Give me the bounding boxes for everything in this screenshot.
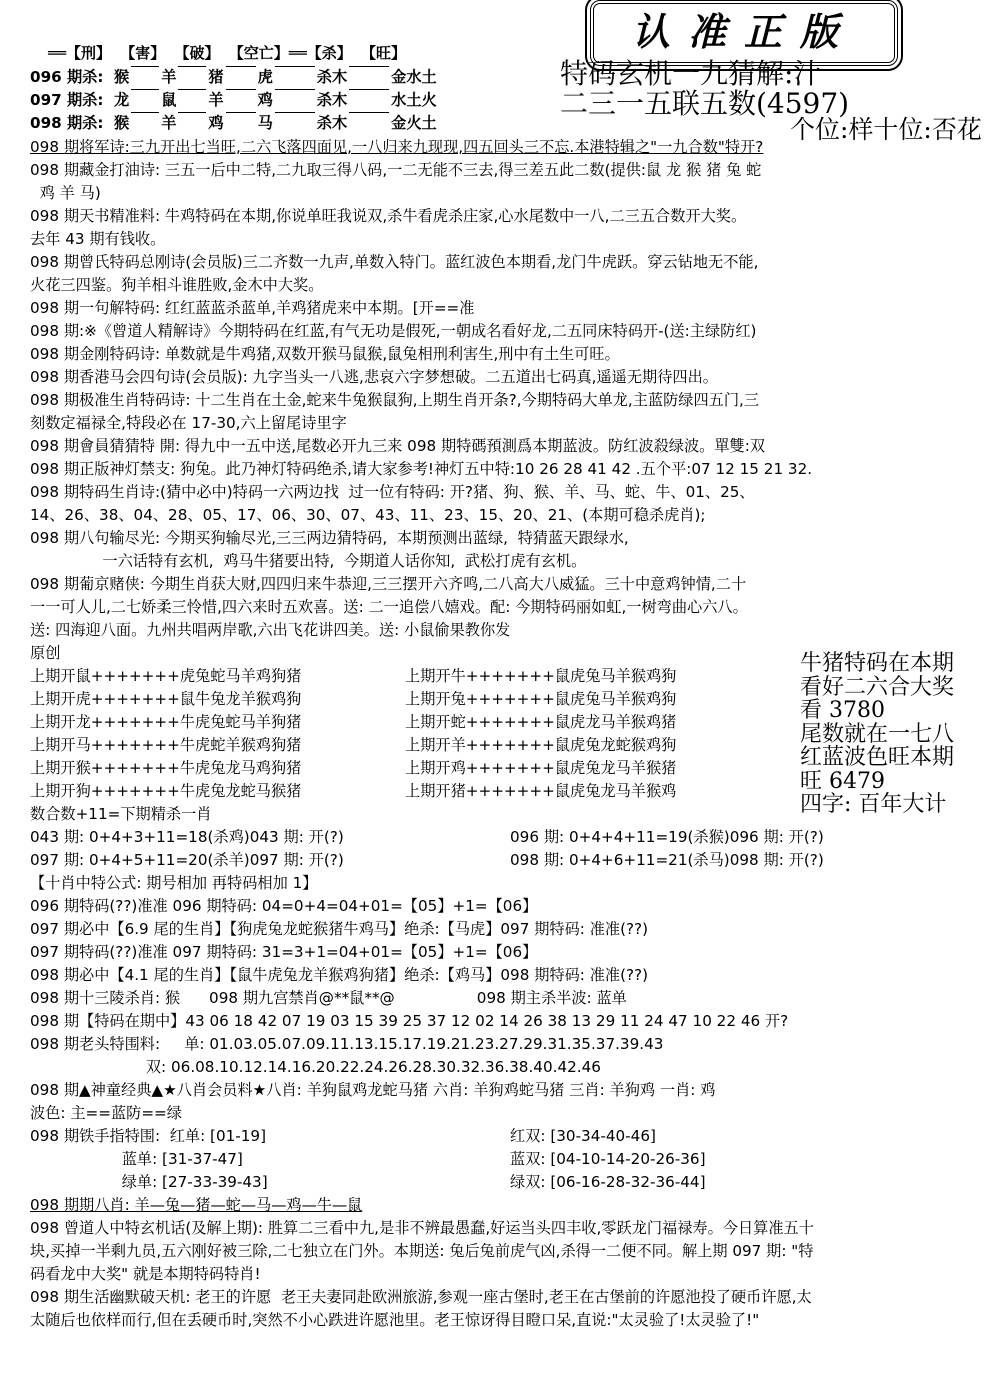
kill-header-row: ══【刑】 【害】 【破】 【空亡】══【杀】 【旺】: [48, 44, 407, 62]
kill-item: 羊: [208, 91, 224, 109]
text-line: 去年 43 期有钱收。: [30, 230, 166, 248]
kill-dash: [349, 66, 389, 67]
side-note-line: 看 3780: [800, 698, 885, 723]
text-line: 双: 06.08.10.12.14.16.20.22.24.26.28.30.32.36.38.40.42.46: [30, 1058, 601, 1076]
zodiac-cell: 上期开鸡+++++++鼠虎兔龙马羊猴猪: [405, 759, 677, 777]
kill-dash: [226, 112, 256, 113]
zodiac-cell: 上期开牛+++++++鼠虎兔马羊猴鸡狗: [405, 667, 677, 685]
kill-item: 羊: [161, 114, 177, 132]
kill-item: 金水土: [391, 68, 437, 86]
formula-cell: 097 期: 0+4+5+11=20(杀羊)097 期: 开(?): [30, 851, 344, 869]
formula-cell: 098 期: 0+4+6+11=21(杀马)098 期: 开(?): [510, 851, 824, 869]
text-line: 098 期生活幽默破天机: 老王的许愿 老王夫妻同赴欧洲旅游,参观一座古堡时,老王在古堡前的许愿池投了硬币许愿,太: [30, 1288, 812, 1306]
formula-table: [30, 826, 975, 872]
text-line: 098 期【特码在期中】43 06 18 42 07 19 03 15 39 25 37 12 02 14 26 38 13 29 11 24 47 10 22 46 开?: [30, 1012, 789, 1030]
zodiac-cell: 上期开蛇+++++++鼠虎龙马羊猴鸡猪: [405, 713, 677, 731]
kill-dash: [226, 66, 256, 67]
kill-item: 杀木: [316, 68, 348, 86]
formula-title: 数合数+11=下期精杀一肖: [30, 805, 212, 823]
text-line: 098 期曾氏特码总刚诗(会员版)三二齐数一九声,单数入特门。蓝红波色本期看,龙门牛虎跃。穿云钻地无不能,: [30, 253, 759, 271]
kill-item: 鼠: [161, 91, 177, 109]
text-line: 原创: [30, 644, 61, 662]
kill-item: 鸡: [208, 114, 224, 132]
zodiac-cell: 上期开羊+++++++鼠虎兔龙蛇猴鸡狗: [405, 736, 677, 754]
kill-item: 猴: [114, 68, 130, 86]
handwritten-note-3: 个位:样十位:否花: [790, 115, 982, 144]
iron-cell: 蓝双: [04-10-14-20-26-36]: [510, 1150, 706, 1168]
text-line: 【十肖中特公式: 期号相加 再特码相加 1】: [30, 874, 318, 892]
kill-item: 龙: [114, 91, 130, 109]
handwritten-note-2: 二三一五联五数(4597): [560, 87, 850, 120]
closing-section: [30, 1194, 975, 1332]
kill-item: 水土火: [391, 91, 437, 109]
kill-dash: [349, 112, 389, 113]
prediction-section: [30, 872, 975, 1125]
zodiac-cell: 上期开猪+++++++鼠虎兔龙马羊猴鸡: [405, 782, 677, 800]
verse-section: [30, 136, 975, 665]
zodiac-cell: 上期开龙+++++++牛虎兔蛇马羊狗猪: [30, 713, 302, 731]
kill-dash: [178, 89, 206, 90]
kill-dash: [275, 89, 315, 90]
authentic-stamp: 认准正版: [590, 0, 898, 66]
text-line: 太随后也依样而行,但在丢硬币时,突然不小心跌进许愿池里。老王惊讶得目瞪口呆,直说:"太灵验了!太灵验了!": [30, 1311, 760, 1329]
iron-cell: 绿双: [06-16-28-32-36-44]: [510, 1173, 706, 1191]
iron-cell: 098 期铁手指特围: 红单: [01-19]: [30, 1127, 267, 1145]
zodiac-cell: 上期开鼠+++++++虎兔蛇马羊鸡狗猪: [30, 667, 302, 685]
text-line: 096 期特码(??)准准 096 期特码: 04=0+4=04+01=【05】+1=【06】: [30, 897, 538, 915]
text-line: 火花三四鉴。狗羊相斗谁胜败,金木中大奖。: [30, 276, 324, 294]
text-line: 098 期:※《曾道人精解诗》今期特码在红蓝,有气无功是假死,一朝成名看好龙,二五同床特码开-(送:主绿防红): [30, 322, 757, 340]
iron-cell: 蓝单: [31-37-47]: [30, 1150, 243, 1168]
text-line: 14、26、38、04、28、05、17、06、30、07、43、11、23、15、20、21、(本期可稳杀虎肖);: [30, 506, 706, 524]
iron-row: [30, 1125, 975, 1148]
zodiac-cell: 上期开虎+++++++鼠牛兔龙羊猴鸡狗: [30, 690, 302, 708]
kill-dash: [349, 89, 389, 90]
text-line: 一一可人儿,二七娇柔三怜惜,四六来时五欢喜。送: 二一追偿八嬉戏。配: 今期特码丽如虹,一树弯曲心六八。: [30, 598, 748, 616]
text-line: 098 期金刚特码诗: 单数就是牛鸡猪,双数开猴马鼠猴,鼠兔相刑利害生,刑中有土生可旺。: [30, 345, 620, 363]
text-line: 098 期▲神童经典▲★八肖会员料★八肖: 羊狗鼠鸡龙蛇马猪 六肖: 羊狗鸡蛇马猪 三肖: 羊狗鸡 一肖: 鸡: [30, 1081, 716, 1099]
kill-item: 虎: [257, 68, 273, 86]
side-note-line: 尾数就在一七八: [800, 721, 955, 747]
kill-item: 猴: [114, 114, 130, 132]
text-line: 098 期天书精准料: 牛鸡特码在本期,你说单旺我说双,杀牛看虎杀庄家,心水尾数中一八,二三五合数开大奖。: [30, 207, 747, 225]
iron-finger-table: [30, 1125, 975, 1194]
text-line: 098 期會員猜猜特 開: 得九中一五中送,尾数必开九三来 098 期特碼預測爲本期蓝波。防红波殺绿波。單雙:双: [30, 437, 766, 455]
kill-item: 鸡: [257, 91, 273, 109]
text-line: 098 期将军诗:三九开出七当旺,二六飞落四面见,一八归来九现现,四五回头三不忘.本港特辑之"一九合数"特开?: [30, 138, 764, 156]
text-line: 098 期必中【4.1 尾的生肖】【鼠牛虎兔龙羊猴鸡狗猪】绝杀:【鸡马】098 期特码: 准准(??): [30, 966, 649, 984]
text-line: 098 期十三陵杀肖: 猴 098 期九宫禁肖@**鼠**@ 098 期主杀半波: 蓝单: [30, 989, 627, 1007]
iron-cell: 绿单: [27-33-39-43]: [30, 1173, 268, 1191]
kill-dash: [178, 66, 206, 67]
kill-dash: [226, 89, 256, 90]
text-line: 098 期特码生肖诗:(猜中必中)特码一六两边找 过一位有特码: 开?猪、狗、猴、羊、马、蛇、牛、01、25、: [30, 483, 755, 501]
text-line: 098 期一句解特码: 红红蓝蓝杀蓝单,羊鸡猪虎来中本期。[开==准: [30, 299, 475, 317]
formula-cell: 043 期: 0+4+3+11=18(杀鸡)043 期: 开(?): [30, 828, 344, 846]
kill-item: 马: [257, 114, 273, 132]
side-handwritten-note: [800, 652, 954, 817]
text-line: 098 期极准生肖特码诗: 十二生肖在土金,蛇来牛兔猴鼠狗,上期生肖开条?,今期特码大单龙,主蓝防绿四五门,三: [30, 391, 760, 409]
kill-dash: [275, 66, 315, 67]
kill-line: [30, 89, 570, 112]
kill-item: 猪: [208, 68, 224, 86]
text-line: 送: 四海迎八面。九州共唱两岸歌,六出飞花讲四美。送: 小鼠偷果教你发: [30, 621, 511, 639]
side-note-line: 旺 6479: [800, 768, 885, 794]
kill-item: 羊: [161, 68, 177, 86]
side-note-line: 红蓝波色旺本期: [800, 745, 955, 770]
text-line: 098 期葡京赌侠: 今期生肖获大财,四四归来牛恭迎,三三摆开六齐鸣,二八高大八威猛。三十中意鸡钟情,二十: [30, 575, 747, 593]
side-note-line: 牛猪特码在本期: [800, 651, 955, 676]
formula-cell: 096 期: 0+4+4+11=19(杀猴)096 期: 开(?): [510, 828, 824, 846]
handwritten-note-1: 特码玄机一九猜解:汁: [560, 57, 822, 90]
zodiac-cell: 上期开马+++++++牛虎蛇羊猴鸡狗猪: [30, 736, 302, 754]
kill-period: 096 期杀:: [30, 68, 104, 86]
kill-dash: [131, 112, 159, 113]
text-line: 098 期正版神灯禁支: 狗兔。此乃神灯特码绝杀,请大家参考!神灯五中特:10 26 28 41 42 .五个平:07 12 15 21 32.: [30, 460, 813, 478]
formula-row: [30, 849, 975, 872]
text-line: 块,买掉一半剩九员,五六刚好被三除,二七独立在门外。本期送: 兔后兔前虎气凶,杀得一二便不同。解上期 097 期: "特: [30, 1242, 814, 1260]
text-line: 098 期八句输尽光: 今期买狗输尽光,三三两边猜特码, 本期预测出蓝绿, 特猜蓝天跟绿水,: [30, 529, 629, 547]
text-line: 刻数定福禄全,特段必在 17-30,六上留尾诗里字: [30, 414, 347, 432]
text-line: 098 期期八肖: 羊—兔—猪—蛇—马—鸡—牛—鼠: [30, 1196, 363, 1214]
iron-row: [30, 1171, 975, 1194]
text-line: 097 期特码(??)准准 097 期特码: 31=3+1=04+01=【05】+1=【06】: [30, 943, 538, 961]
text-line: 098 期藏金打油诗: 三五一后中二特,二九取三得八码,一二无能不三去,得三差五此二数(提供:鼠 龙 猴 猪 兔 蛇: [30, 161, 762, 179]
text-line: 鸡 羊 马): [30, 184, 101, 202]
zodiac-cell: 上期开猴+++++++牛虎兔龙马鸡狗猪: [30, 759, 302, 777]
kill-period: 097 期杀:: [30, 91, 104, 109]
iron-row: [30, 1148, 975, 1171]
text-line: 一六话特有玄机, 鸡马牛猪要出特, 今期道人话你知, 武松打虎有玄机。: [30, 552, 587, 570]
kill-table: [30, 66, 570, 135]
kill-item: 杀木: [316, 91, 348, 109]
text-line: 098 期香港马会四句诗(会员版): 九字当头一八逃,悲哀六字梦想破。二五道出七码真,遥遥无期待四出。: [30, 368, 718, 386]
side-note-line: 看好二六合大奖: [800, 674, 955, 700]
kill-line: [30, 66, 570, 89]
side-note-line: 四字: 百年大计: [800, 792, 947, 817]
zodiac-cell: 上期开狗+++++++牛虎兔龙蛇马猴猪: [30, 782, 302, 800]
kill-period: 098 期杀:: [30, 114, 104, 132]
text-line: 波色: 主==蓝防==绿: [30, 1104, 182, 1122]
kill-dash: [131, 66, 159, 67]
text-line: 码看龙中大奖" 就是本期特码特肖!: [30, 1265, 261, 1283]
iron-cell: 红双: [30-34-40-46]: [510, 1127, 656, 1145]
text-line: 098 期老头特围料: 单: 01.03.05.07.09.11.13.15.17.19.21.23.27.29.31.35.37.39.43: [30, 1035, 664, 1053]
kill-dash: [275, 112, 315, 113]
formula-row: [30, 826, 975, 849]
kill-line: [30, 112, 570, 135]
zodiac-cell: 上期开兔+++++++鼠虎兔马羊猴鸡狗: [405, 690, 677, 708]
kill-dash: [178, 112, 206, 113]
kill-item: 杀木: [316, 114, 348, 132]
text-line: 097 期必中【6.9 尾的生肖】【狗虎兔龙蛇猴猪牛鸡马】绝杀:【马虎】097 期特码: 准准(??): [30, 920, 649, 938]
text-line: 098 曾道人中特玄机话(及解上期): 胜算二三看中九,是非不辨最愚蠢,好运当头四丰收,零跃龙门福禄寿。今日算准五十: [30, 1219, 814, 1237]
kill-dash: [131, 89, 159, 90]
kill-item: 金火土: [391, 114, 437, 132]
